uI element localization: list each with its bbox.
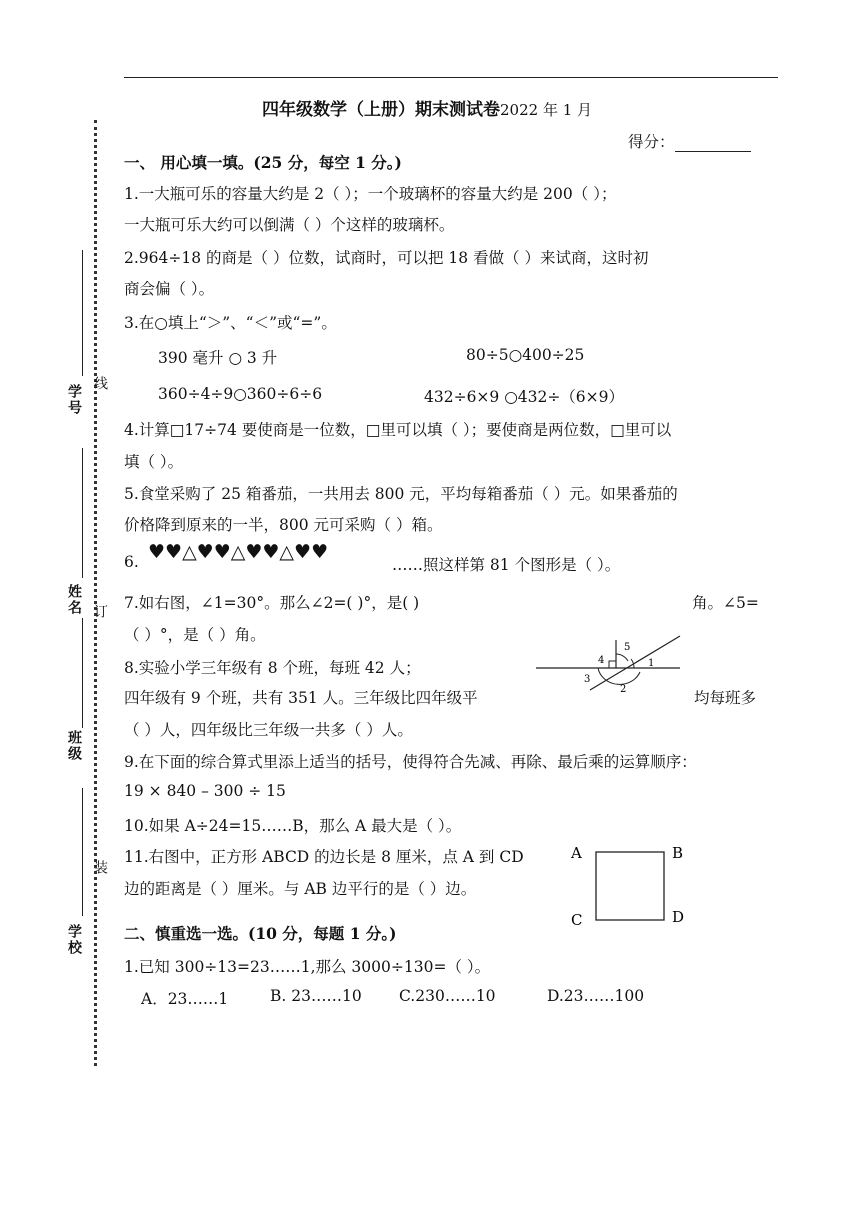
square-label-b: B [672,844,684,862]
angle-label-5: 5 [624,642,631,653]
q3-prompt: 3.在○填上“＞”、“＜”或“=”。 [124,314,337,332]
q4-line2: 填（ ）。 [124,453,184,471]
q11-line1: 11.右图中，正方形 ABCD 的边长是 8 厘米，点 A 到 CD [124,848,524,866]
xuehao-label: 学号 [66,384,82,416]
angle-label-3: 3 [584,674,591,685]
q6-number: 6. [124,553,139,571]
s2-q1-text: 1.已知 300÷13=23……1,那么 3000÷130=（ ）。 [124,958,491,976]
s2-q1-option-b[interactable]: B. 23……10 [270,987,362,1005]
angle-label-1: 1 [648,658,655,669]
q7-line1: 7.如右图，∠1=30°。那么∠2=( )°，是( ) [124,594,420,612]
xuexiao-line [82,788,83,916]
q1-line1: 1.一大瓶可乐的容量大约是 2（ ）；一个玻璃杯的容量大约是 200（ ）； [124,185,617,203]
zhuang-label: 装 [92,860,108,876]
q3-row2-right: 432÷6×9 ○432÷（6×9） [424,388,625,406]
score-blank[interactable] [675,137,751,152]
ding-label: 订 [92,604,108,620]
q8-line2: 四年级有 9 个班，共有 351 人。三年级比四年级平 [124,689,478,707]
q10-text: 10.如果 A÷24=15……B，那么 A 最大是（ ）。 [124,817,462,835]
square-abcd [596,852,664,920]
xuehao-line [82,250,83,376]
q11-line2: 边的距离是（ ）厘米。与 AB 边平行的是（ ）边。 [124,880,477,898]
q8-line3: （ ）人，四年级比三年级一共多（ ）人。 [124,721,413,739]
section1-title: 一、 用心填一填。(25 分，每空 1 分。) [124,153,402,172]
q8-line1: 8.实验小学三年级有 8 个班，每班 42 人； [124,659,421,677]
score-field [628,130,751,152]
q2-line1: 2.964÷18 的商是（ ）位数，试商时，可以把 18 看做（ ）来试商，这时初 [124,249,649,267]
q3-row1-right: 80÷5○400÷25 [466,346,585,364]
q9-expression: 19 × 840 – 300 ÷ 15 [124,782,286,800]
title-date: 2022 年 1 月 [500,101,593,119]
angle-label-2: 2 [620,684,627,695]
q3-row1-left: 390 毫升 ○ 3 升 [158,349,278,367]
s2-q1-option-c[interactable]: C.230……10 [399,987,496,1005]
q6-text: ……照这样第 81 个图形是（ ）。 [392,556,621,574]
q7-line1-end: 角。∠5= [692,594,759,612]
xian-label: 线 [92,376,108,392]
angle-label-4: 4 [598,655,605,666]
square-figure [562,838,692,932]
score-label: 得分： [628,133,675,151]
angle-figure [534,630,684,696]
s2-q1-option-a[interactable]: A．23……1 [141,990,229,1008]
binding-dotted-line [94,120,97,1066]
top-rule [124,77,778,78]
right-angle-mark [609,661,616,668]
banji-label: 班级 [66,730,82,762]
xingming-label: 姓名 [66,584,82,616]
xuexiao-label: 学校 [66,924,82,956]
square-label-d: D [672,908,685,926]
q5-line2: 价格降到原来的一半，800 元可采购（ ）箱。 [124,516,443,534]
banji-line [82,618,83,728]
angle-arc-5 [616,654,628,661]
q7-line2: （ ）°，是（ ）角。 [124,626,266,644]
q2-line2: 商会偏（ ）。 [124,280,215,298]
q9-line1: 9.在下面的综合算式里添上适当的括号，使得符合先减、再除、最后乘的运算顺序： [124,753,697,771]
q8-line2-end: 均每班多 [694,689,757,707]
square-label-a: A [571,844,582,862]
q3-row2-left: 360÷4÷9○360÷6÷6 [158,385,323,403]
q4-line1: 4.计算□17÷74 要使商是一位数，□里可以填（ ）；要使商是两位数，□里可以 [124,421,672,439]
title-text: 四年级数学（上册）期末测试卷 [262,100,500,120]
section2-title: 二、慎重选一选。(10 分，每题 1 分。) [124,924,397,943]
page-title [262,95,592,120]
angle-arc-1 [631,659,634,668]
q6-shape-sequence: ♥♥△♥♥△♥♥△♥♥ [148,541,329,563]
s2-q1-option-d[interactable]: D.23……100 [547,987,645,1005]
xingming-line [82,448,83,578]
q5-line1: 5.食堂采购了 25 箱番茄，一共用去 800 元，平均每箱番茄（ ）元。如果番茄的 [124,485,678,503]
q1-line2: 一大瓶可乐大约可以倒满（ ）个这样的玻璃杯。 [124,216,455,234]
square-label-c: C [571,911,583,929]
